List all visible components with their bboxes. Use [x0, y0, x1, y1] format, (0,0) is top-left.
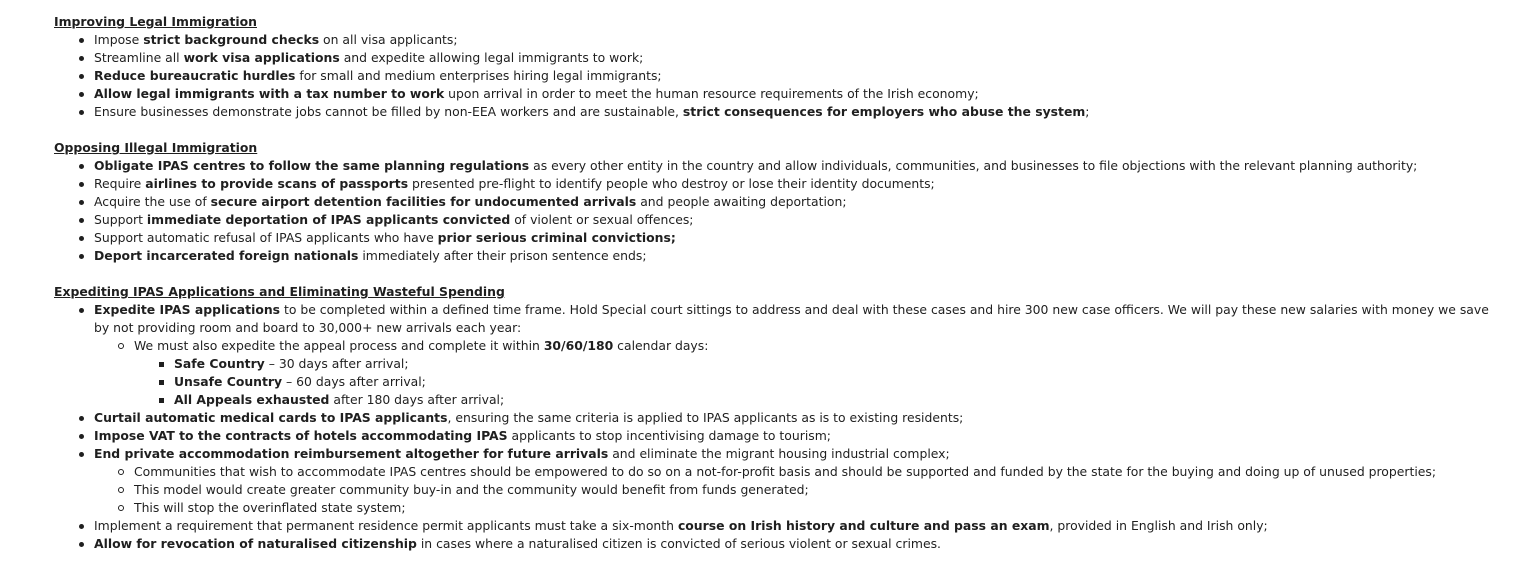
list-item — [54, 193, 1531, 211]
bullet-list — [54, 31, 1531, 121]
item-text: in cases where a naturalised citizen is convicted of serious violent or sexual crimes. — [416, 536, 941, 551]
list-item — [54, 211, 1531, 229]
list-item — [54, 427, 1531, 445]
item-text: , provided in English and Irish only; — [1049, 518, 1268, 533]
item-text: Streamline all — [94, 50, 184, 65]
item-bold-text: All Appeals exhausted — [174, 392, 330, 407]
item-bold-text: Unsafe Country — [174, 374, 283, 389]
item-text: upon arrival in order to meet the human resource requirements of the Irish economy; — [444, 86, 979, 101]
sub-bullet-list — [94, 463, 1531, 517]
item-text: on all visa applicants; — [319, 32, 458, 47]
item-text: Ensure businesses demonstrate jobs cannot be filled by non-EEA workers and are sustainable, — [94, 104, 683, 119]
sub-list-item — [94, 337, 1504, 409]
item-text: after 180 days after arrival; — [329, 392, 505, 407]
item-bold-text: Deport incarcerated foreign nationals — [94, 248, 359, 263]
section-heading: Opposing Illegal Immigration — [54, 140, 258, 155]
item-bold-text: 30/60/180 — [543, 338, 614, 353]
list-item — [54, 535, 1531, 553]
list-item — [54, 49, 1531, 67]
item-text: Support — [94, 212, 147, 227]
list-item — [54, 409, 1531, 427]
sub-sub-bullet-list — [134, 355, 1504, 409]
item-text: This will stop the overinflated state system; — [134, 500, 406, 515]
item-text: as every other entity in the country and allow individuals, communities, and businesses to file objections with the relevant planning authority; — [529, 158, 1418, 173]
item-text: We must also expedite the appeal process and complete it within — [134, 338, 544, 353]
item-bold-text: Impose VAT to the contracts of hotels accommodating IPAS — [94, 428, 508, 443]
item-bold-text: Safe Country — [174, 356, 265, 371]
sub-list-item — [94, 499, 1531, 517]
list-item — [54, 103, 1531, 121]
item-bold-text: Reduce bureaucratic hurdles — [94, 68, 296, 83]
item-text: of violent or sexual offences; — [510, 212, 694, 227]
list-item — [54, 301, 1504, 409]
list-item — [54, 85, 1531, 103]
item-text: presented pre-flight to identify people who destroy or lose their identity documents; — [408, 176, 935, 191]
item-bold-text: work visa applications — [183, 50, 340, 65]
item-text: , ensuring the same criteria is applied to IPAS applicants as is to existing residents; — [447, 410, 964, 425]
item-text: for small and medium enterprises hiring legal immigrants; — [295, 68, 662, 83]
list-item — [54, 445, 1531, 517]
bullet-list — [54, 157, 1531, 265]
item-text: immediately after their prison sentence ends; — [358, 248, 647, 263]
section-opposing-illegal-immigration — [54, 139, 1531, 265]
item-bold-text: course on Irish history and culture and pass an exam — [677, 518, 1050, 533]
sub-sub-list-item — [134, 355, 1504, 373]
sub-bullet-list — [94, 337, 1504, 409]
item-bold-text: Allow for revocation of naturalised citizenship — [94, 536, 417, 551]
item-text: This model would create greater community buy-in and the community would benefit from funds generated; — [134, 482, 809, 497]
item-text: Require — [94, 176, 146, 191]
item-text: applicants to stop incentivising damage to tourism; — [507, 428, 831, 443]
sub-list-item — [94, 481, 1531, 499]
item-bold-text: End private accommodation reimbursement altogether for future arrivals — [94, 446, 609, 461]
list-item — [54, 517, 1531, 535]
item-bold-text: secure airport detention facilities for undocumented arrivals — [210, 194, 637, 209]
bullet-list — [54, 301, 1531, 553]
item-bold-text: immediate deportation of IPAS applicants convicted — [146, 212, 511, 227]
item-text: Communities that wish to accommodate IPAS centres should be empowered to do so on a not-for-profit basis and should be supported and funded by the state for the buying and doing up of unused properties; — [134, 464, 1437, 479]
item-text: Implement a requirement that permanent residence permit applicants must take a six-month — [94, 518, 678, 533]
item-bold-text: Curtail automatic medical cards to IPAS applicants — [94, 410, 448, 425]
item-text: Impose — [94, 32, 144, 47]
list-item — [54, 31, 1531, 49]
sub-sub-list-item — [134, 373, 1504, 391]
list-item — [54, 229, 1531, 247]
item-text: and eliminate the migrant housing industrial complex; — [608, 446, 950, 461]
item-bold-text: strict background checks — [143, 32, 320, 47]
item-text: to be completed within a defined time frame. Hold Special court sittings to address and deal with these cases and hire 300 new case officers. We will pay these new salaries with money we save by not providing room and board to 30,000+ new arrivals each year: — [94, 302, 1489, 335]
section-heading: Expediting IPAS Applications and Eliminating Wasteful Spending — [54, 284, 505, 299]
item-text: Acquire the use of — [94, 194, 211, 209]
section-expediting-ipas-applications — [54, 283, 1531, 553]
item-text: and expedite allowing legal immigrants to work; — [339, 50, 644, 65]
item-bold-text: prior serious criminal convictions; — [437, 230, 676, 245]
list-item — [54, 175, 1531, 193]
item-bold-text: strict consequences for employers who abuse the system — [682, 104, 1086, 119]
sub-list-item — [94, 463, 1531, 481]
list-item — [54, 67, 1531, 85]
item-text: and people awaiting deportation; — [636, 194, 847, 209]
item-text: – 30 days after arrival; — [264, 356, 409, 371]
list-item — [54, 157, 1531, 175]
item-bold-text: Expedite IPAS applications — [94, 302, 281, 317]
item-text: Support automatic refusal of IPAS applicants who have — [94, 230, 438, 245]
section-heading: Improving Legal Immigration — [54, 14, 257, 29]
list-item — [54, 247, 1531, 265]
item-text: – 60 days after arrival; — [282, 374, 426, 389]
item-text: calendar days: — [613, 338, 709, 353]
item-bold-text: Allow legal immigrants with a tax number to work — [94, 86, 445, 101]
item-bold-text: Obligate IPAS centres to follow the same planning regulations — [94, 158, 530, 173]
section-improving-legal-immigration — [54, 13, 1531, 121]
item-text: ; — [1085, 104, 1090, 119]
sub-sub-list-item — [134, 391, 1504, 409]
item-bold-text: airlines to provide scans of passports — [145, 176, 409, 191]
